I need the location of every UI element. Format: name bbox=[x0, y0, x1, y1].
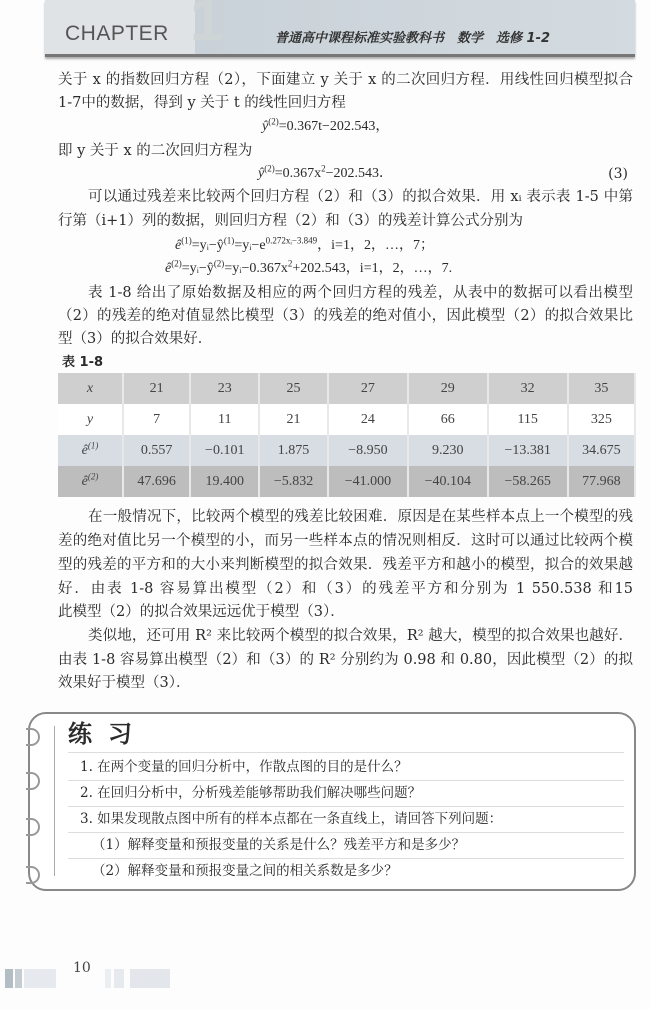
table-row bbox=[58, 404, 635, 435]
eq-part: +202.543，i=1，2，…，7. bbox=[292, 261, 453, 276]
table-cell: −58.265 bbox=[488, 466, 568, 497]
body-line: 由表 1-8 容易算出模型（2）和（3）的 R² 分别约为 0.98 和 0.80，因此模型（2）的拟 bbox=[58, 652, 633, 668]
table-cell: 1.875 bbox=[259, 435, 328, 466]
table-cell: 77.968 bbox=[568, 466, 635, 497]
table-cell: −8.950 bbox=[328, 435, 408, 466]
body-line: 型的残差的平方和的大小来判断模型的拟合效果．残差平方和越小的模型，拟合的效果越 bbox=[58, 557, 633, 573]
row-label: ê bbox=[81, 473, 88, 489]
page-header bbox=[45, 0, 635, 57]
eq-part: ê bbox=[175, 238, 182, 253]
table-cell: 325 bbox=[568, 404, 635, 435]
row-label-sup: (2) bbox=[87, 470, 99, 481]
table-cell: 21 bbox=[123, 373, 190, 404]
table-row bbox=[58, 466, 635, 497]
table-cell: 47.696 bbox=[123, 466, 190, 497]
exercise-subitem: （2）解释变量和预报变量之间的相关系数是多少？ bbox=[92, 863, 398, 879]
body-line: 效果好于模型（3）． bbox=[58, 675, 191, 691]
table-cell: 35 bbox=[568, 373, 635, 404]
row-label-sup: (1) bbox=[87, 439, 99, 450]
eq-part: −202.543． bbox=[325, 166, 394, 181]
equation-residual-2 bbox=[165, 259, 452, 279]
table-cell: 9.230 bbox=[408, 435, 488, 466]
eq-part: ê bbox=[165, 261, 172, 276]
eq-part: (2) bbox=[264, 163, 275, 174]
eq-part: (2) bbox=[213, 258, 225, 269]
row-header bbox=[58, 404, 123, 435]
eq-part: ŷ bbox=[258, 166, 265, 181]
body-line: 型（3）的拟合效果好． bbox=[58, 331, 213, 347]
footer-decoration bbox=[130, 969, 170, 988]
exercise-title: 练习 bbox=[68, 720, 148, 748]
eq-part: ，i=1，2，…，7； bbox=[317, 238, 434, 253]
ruled-line bbox=[68, 858, 624, 859]
footer-decoration bbox=[114, 969, 124, 988]
table-cell: 29 bbox=[408, 373, 488, 404]
row-header bbox=[58, 435, 123, 466]
table-cell: −0.101 bbox=[190, 435, 259, 466]
body-line: 行第（i+1）列的数据，则回归方程（2）和（3）的残差计算公式分别为 bbox=[58, 213, 523, 229]
eq-part: =0.367t−202.543， bbox=[278, 119, 390, 134]
book-title: 普通高中课程标准实验教科书 数学 选修 1-2 bbox=[275, 31, 551, 46]
table-row bbox=[58, 373, 635, 404]
footer-decoration bbox=[105, 969, 111, 988]
body-line: 类似地，还可用 R² 来比较两个模型的拟合效果，R² 越大，模型的拟合效果也越好． bbox=[88, 628, 633, 644]
table-cell: 24 bbox=[328, 404, 408, 435]
table-row bbox=[58, 435, 635, 466]
exercise-subitem: （1）解释变量和预报变量的关系是什么？残差平方和是多少？ bbox=[92, 837, 466, 853]
body-line: 关于 x 的指数回归方程（2），下面建立 y 关于 x 的二次回归方程．用线性回归模型拟合 bbox=[58, 72, 633, 88]
eq-part: 2 bbox=[321, 163, 326, 174]
table-cell: 25 bbox=[259, 373, 328, 404]
table-cell: −41.000 bbox=[328, 466, 408, 497]
table-cell: 7 bbox=[123, 404, 190, 435]
body-line: 此模型（2）的拟合效果远远优于模型（3）． bbox=[58, 604, 345, 620]
exercise-item: 2. 在回归分析中，分析残差能够帮助我们解决哪些问题？ bbox=[80, 785, 422, 801]
ruled-line bbox=[68, 806, 624, 807]
footer-decoration bbox=[15, 969, 22, 988]
body-line: 好．由表 1-8 容易算出模型（2）和（3）的残差平方和分别为 1 550.538 和15 bbox=[58, 581, 633, 597]
eq-part: ŷ bbox=[262, 119, 269, 134]
table-caption: 表 1-8 bbox=[62, 355, 104, 370]
body-line: 可以通过残差来比较两个回归方程（2）和（3）的拟合效果．用 xᵢ 表示表 1-5 中第 bbox=[88, 189, 633, 205]
table-cell: 21 bbox=[259, 404, 328, 435]
exercise-box bbox=[28, 712, 636, 891]
equation-residual-1 bbox=[175, 236, 434, 256]
body-line: 即 y 关于 x 的二次回归方程为 bbox=[58, 143, 253, 159]
table-cell: −40.104 bbox=[408, 466, 488, 497]
table-cell: 34.675 bbox=[568, 435, 635, 466]
table-cell: −13.381 bbox=[488, 435, 568, 466]
binder-ring-icon bbox=[26, 866, 40, 884]
row-header bbox=[58, 466, 123, 497]
eq-part: =yᵢ−e bbox=[234, 238, 266, 253]
chapter-number: 1 bbox=[190, 0, 224, 53]
eq-part: =yᵢ−ŷ bbox=[181, 261, 214, 276]
body-line: 在一般情况下，比较两个模型的残差比较困难．原因是在某些样本点上一个模型的残 bbox=[88, 509, 633, 525]
table-cell: 32 bbox=[488, 373, 568, 404]
ruled-line bbox=[68, 780, 624, 781]
row-header bbox=[58, 373, 123, 404]
page-number: 10 bbox=[73, 960, 91, 976]
eq-part: (1) bbox=[181, 235, 192, 246]
footer-decoration bbox=[24, 969, 56, 988]
eq-part: 0.272xᵢ−3.849 bbox=[265, 235, 318, 246]
eq-part: =yᵢ−ŷ bbox=[191, 238, 224, 253]
row-label: y bbox=[86, 411, 94, 427]
exercise-item: 1. 在两个变量的回归分析中，作散点图的目的是什么？ bbox=[80, 759, 408, 775]
table-cell: 66 bbox=[408, 404, 488, 435]
eq-part: (2) bbox=[171, 258, 182, 269]
eq-part: 2 bbox=[287, 258, 293, 269]
table-cell: 11 bbox=[190, 404, 259, 435]
table-cell: 115 bbox=[488, 404, 568, 435]
binder-ring-icon bbox=[26, 818, 40, 836]
row-label: x bbox=[86, 380, 94, 396]
table-cell: −5.832 bbox=[259, 466, 328, 497]
eq-part: (2) bbox=[268, 116, 279, 127]
table-cell: 19.400 bbox=[190, 466, 259, 497]
equation-linear bbox=[262, 117, 389, 137]
ruled-line bbox=[68, 832, 624, 833]
equation-quadratic bbox=[258, 164, 393, 184]
residual-table bbox=[58, 373, 636, 497]
footer-decoration bbox=[5, 969, 13, 988]
eq-part: =yᵢ−0.367x bbox=[224, 261, 288, 276]
binder-ring-icon bbox=[26, 728, 40, 746]
table-cell: 0.557 bbox=[123, 435, 190, 466]
exercise-item: 3. 如果发现散点图中所有的样本点都在一条直线上，请回答下列问题： bbox=[80, 811, 503, 827]
eq-part: =0.367x bbox=[274, 166, 322, 181]
ruled-line bbox=[68, 752, 624, 753]
body-line: 表 1-8 给出了原始数据及相应的两个回归方程的残差，从表中的数据可以看出模型 bbox=[88, 285, 633, 301]
row-label: ê bbox=[81, 442, 88, 458]
eq-part: (1) bbox=[223, 235, 235, 246]
body-line: （2）的残差的绝对值显然比模型（3）的残差的绝对值小，因此模型（2）的拟合效果比 bbox=[58, 308, 633, 324]
body-line: 1-7中的数据，得到 y 关于 t 的线性回归方程 bbox=[58, 95, 346, 111]
equation-number: (3) bbox=[608, 166, 628, 182]
chapter-label: CHAPTER bbox=[65, 22, 169, 45]
table-cell: 23 bbox=[190, 373, 259, 404]
table-cell: 27 bbox=[328, 373, 408, 404]
binder-ring-icon bbox=[26, 772, 40, 790]
margin-line bbox=[54, 726, 55, 876]
body-line: 差的绝对值比另一个模型的小，而另一些样本点的情况则相反．这时可以通过比较两个模 bbox=[58, 533, 633, 549]
